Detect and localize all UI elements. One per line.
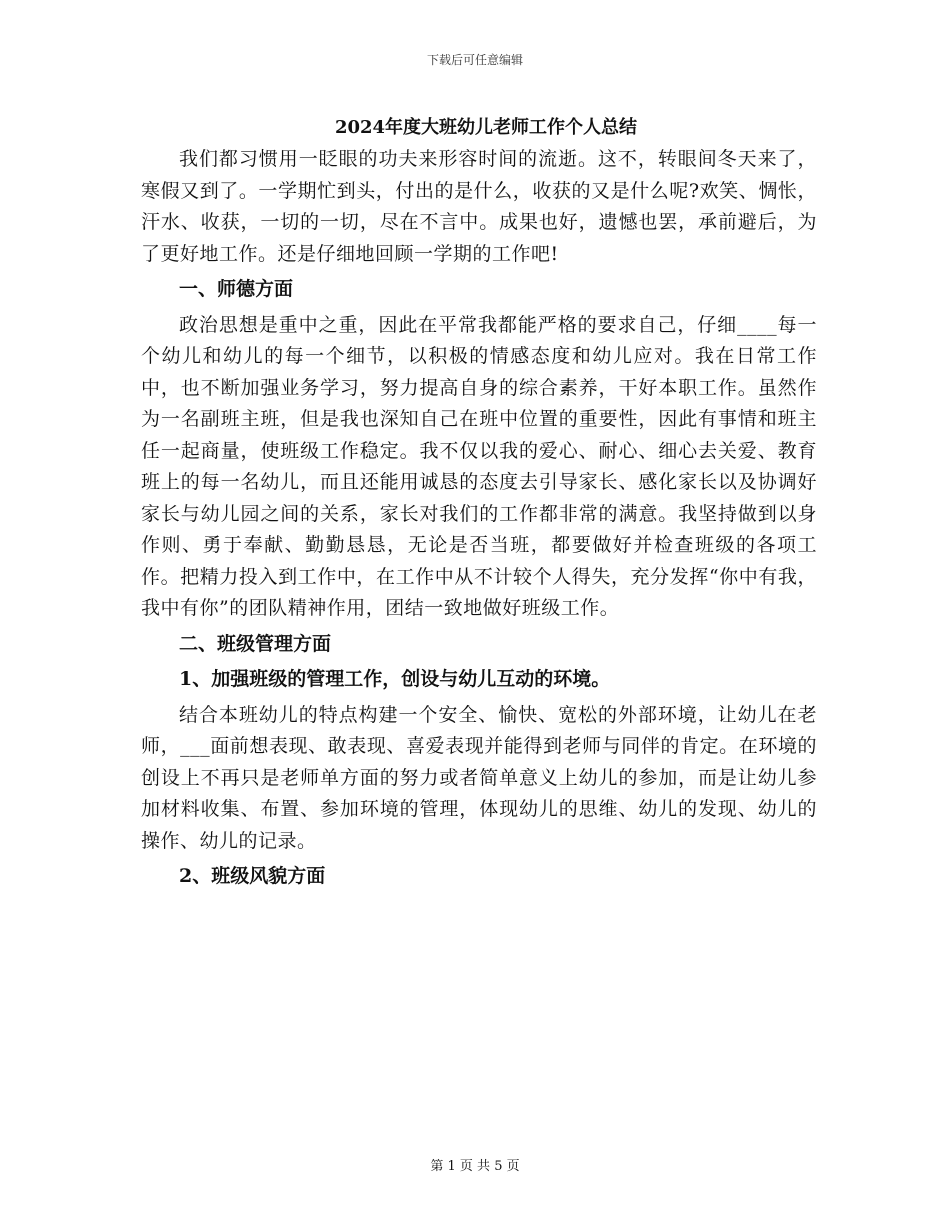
document-title: 2024年度大班幼儿老师工作个人总结 xyxy=(334,117,638,138)
page-header-note: 下载后可任意编辑 xyxy=(426,53,523,67)
page-number: 第 1 页 共 5 页 xyxy=(430,1159,520,1174)
section-heading-ethics: 一、师德方面 xyxy=(179,278,294,300)
section-heading-class-management: 二、班级管理方面 xyxy=(179,632,332,655)
intro-paragraph: 我们都习惯用一眨眼的功夫来形容时间的流逝。这不，转眼间冬天来了，寒假又到了。一学期忙到头，付出的是什么，收获的又是什么呢?欢笑、惆怅，汗水、收获，一切的一切，尽在不言中。成果也好，遗憾也罢，承前避后，为了更好地工作。还是仔细地回顾一学期的工作吧! xyxy=(141,148,817,265)
subsection-heading-class-style: 2、班级风貌方面 xyxy=(179,865,326,887)
document-body xyxy=(141,112,817,897)
ethics-paragraph: 政治思想是重中之重，因此在平常我都能严格的要求自己，仔细____每一个幼儿和幼儿的每一个细节，以积极的情感态度和幼儿应对。我在日常工作中，也不断加强业务学习，努力提高自身的综合素养，干好本职工作。虽然作为一名副班主班，但是我也深知自己在班中位置的重要性，因此有事情和班主任一起商量，使班级工作稳定。我不仅以我的爱心、耐心、细心去关爱、教育班上的每一名幼儿，而且还能用诚恳的态度去引导家长、感化家长以及协调好家长与幼儿园之间的关系，家长对我们的工作都非常的满意。我坚持做到以身作则、勇于奉献、勤勤恳恳，无论是否当班，都要做好并检查班级的各项工作。把精力投入到工作中，在工作中从不计较个人得失，充分发挥“你中有我，我中有你”的团队精神作用，团结一致地做好班级工作。 xyxy=(141,313,817,619)
subsection-heading-environment: 1、加强班级的管理工作，创设与幼儿互动的环境。 xyxy=(179,668,611,690)
environment-paragraph: 结合本班幼儿的特点构建一个安全、愉快、宽松的外部环境，让幼儿在老师，___面前想表现、敢表现、喜爱表现并能得到老师与同伴的肯定。在环境的创设上不再只是老师单方面的努力或者简单意义上幼儿的参加，而是让幼儿参加材料收集、布置、参加环境的管理，体现幼儿的思维、幼儿的发现、幼儿的操作、幼儿的记录。 xyxy=(141,703,817,852)
